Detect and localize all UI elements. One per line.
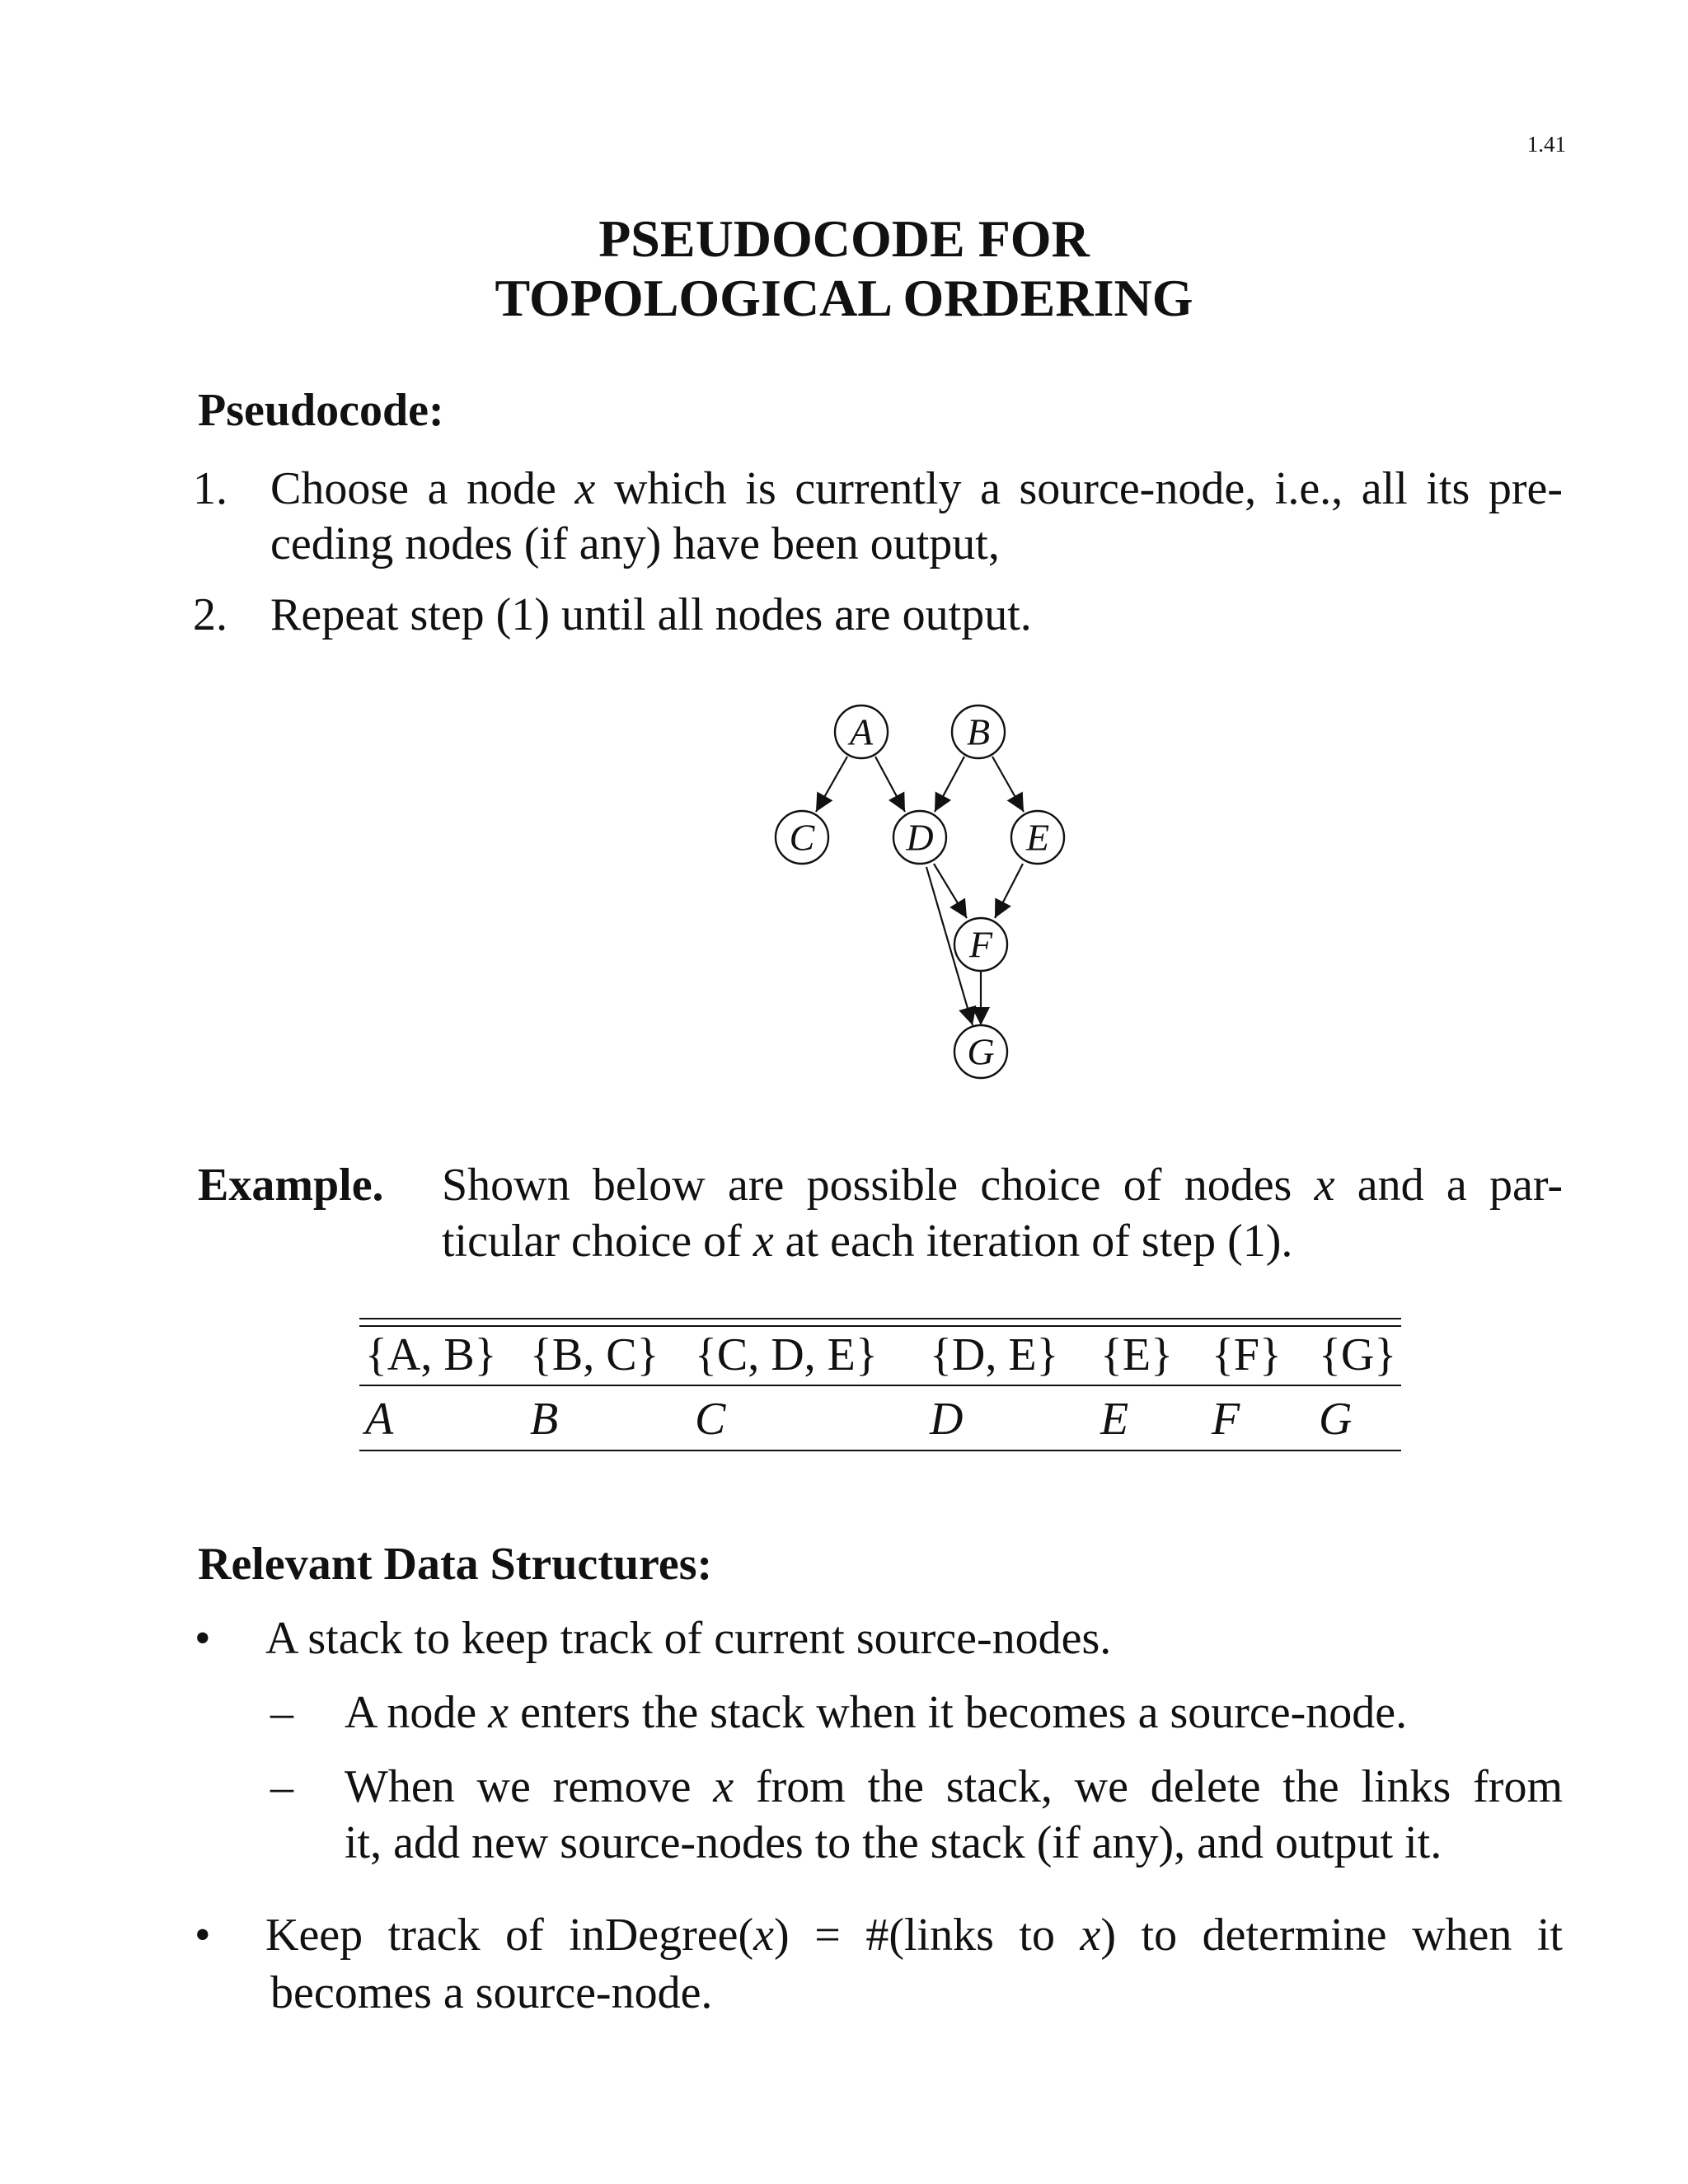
dash-2-symbol: – (270, 1761, 293, 1812)
example-line2: ticular choice of x at each iteration of step (1). (442, 1216, 1293, 1267)
step1-line1: Choose a node x which is currently a source-node, i.e., all its pre- (270, 463, 1563, 514)
edge-b-d (935, 757, 964, 812)
table-choice-4: {D, E} (930, 1329, 1059, 1380)
table-choice-5: {E} (1100, 1329, 1173, 1380)
node-label-a: A (849, 710, 874, 753)
step2-text: Repeat step (1) until all nodes are output. (270, 589, 1032, 640)
node-label-g: G (967, 1030, 995, 1073)
edge-a-c (816, 757, 847, 812)
edge-e-f (995, 864, 1023, 918)
dash-1-text: A node x enters the stack when it becomes a source-node. (345, 1687, 1408, 1738)
node-label-d: D (906, 816, 934, 859)
table-selected-7: G (1319, 1394, 1353, 1445)
dash-2-line1: When we remove x from the stack, we delete the links from (345, 1761, 1563, 1812)
example-line1: Shown below are possible choice of nodes x and a par- (442, 1160, 1564, 1211)
page-title-line1: PSEUDOCODE FOR (598, 209, 1090, 268)
table-choice-6: {F} (1212, 1329, 1282, 1380)
table-selected-4: D (930, 1394, 964, 1445)
node-label-f: F (968, 923, 993, 966)
page-number: 1.41 (1526, 132, 1566, 157)
bullet-1-text: A stack to keep track of current source-nodes. (265, 1613, 1112, 1664)
dash-1-symbol: – (270, 1687, 293, 1738)
table-choice-2: {B, C} (530, 1329, 659, 1380)
example-label: Example. (198, 1160, 384, 1211)
step2-number: 2. (193, 589, 227, 640)
bullet-2-symbol: • (195, 1910, 211, 1961)
table-selected-6: F (1212, 1394, 1240, 1445)
step1-line2: ceding nodes (if any) have been output, (270, 518, 1000, 569)
table-selected-5: E (1100, 1394, 1129, 1445)
edge-a-d (875, 757, 905, 812)
step1-number: 1. (193, 463, 227, 514)
node-label-e: E (1025, 816, 1050, 859)
dash-2-line2: it, add new source-nodes to the stack (if any), and output it. (345, 1817, 1442, 1868)
bullet-2-line1: Keep track of inDegree(x) = #(links to x) to determine when it (265, 1910, 1563, 1961)
table-choice-3: {C, D, E} (695, 1329, 878, 1380)
node-label-b: B (966, 710, 991, 753)
pseudocode-heading: Pseudocode: (198, 385, 444, 436)
edge-b-e (992, 757, 1024, 812)
table-choice-1: {A, B} (365, 1329, 497, 1380)
bullet-1-symbol: • (195, 1613, 211, 1664)
data-structures-heading: Relevant Data Structures: (198, 1539, 713, 1590)
bullet-2-line2: becomes a source-node. (270, 1967, 713, 2018)
page-title-line2: TOPOLOGICAL ORDERING (495, 269, 1193, 327)
table-selected-2: B (530, 1394, 559, 1445)
table-selected-1: A (365, 1394, 394, 1445)
node-label-c: C (789, 816, 815, 859)
table-choice-7: {G} (1319, 1329, 1397, 1380)
table-selected-3: C (695, 1394, 726, 1445)
